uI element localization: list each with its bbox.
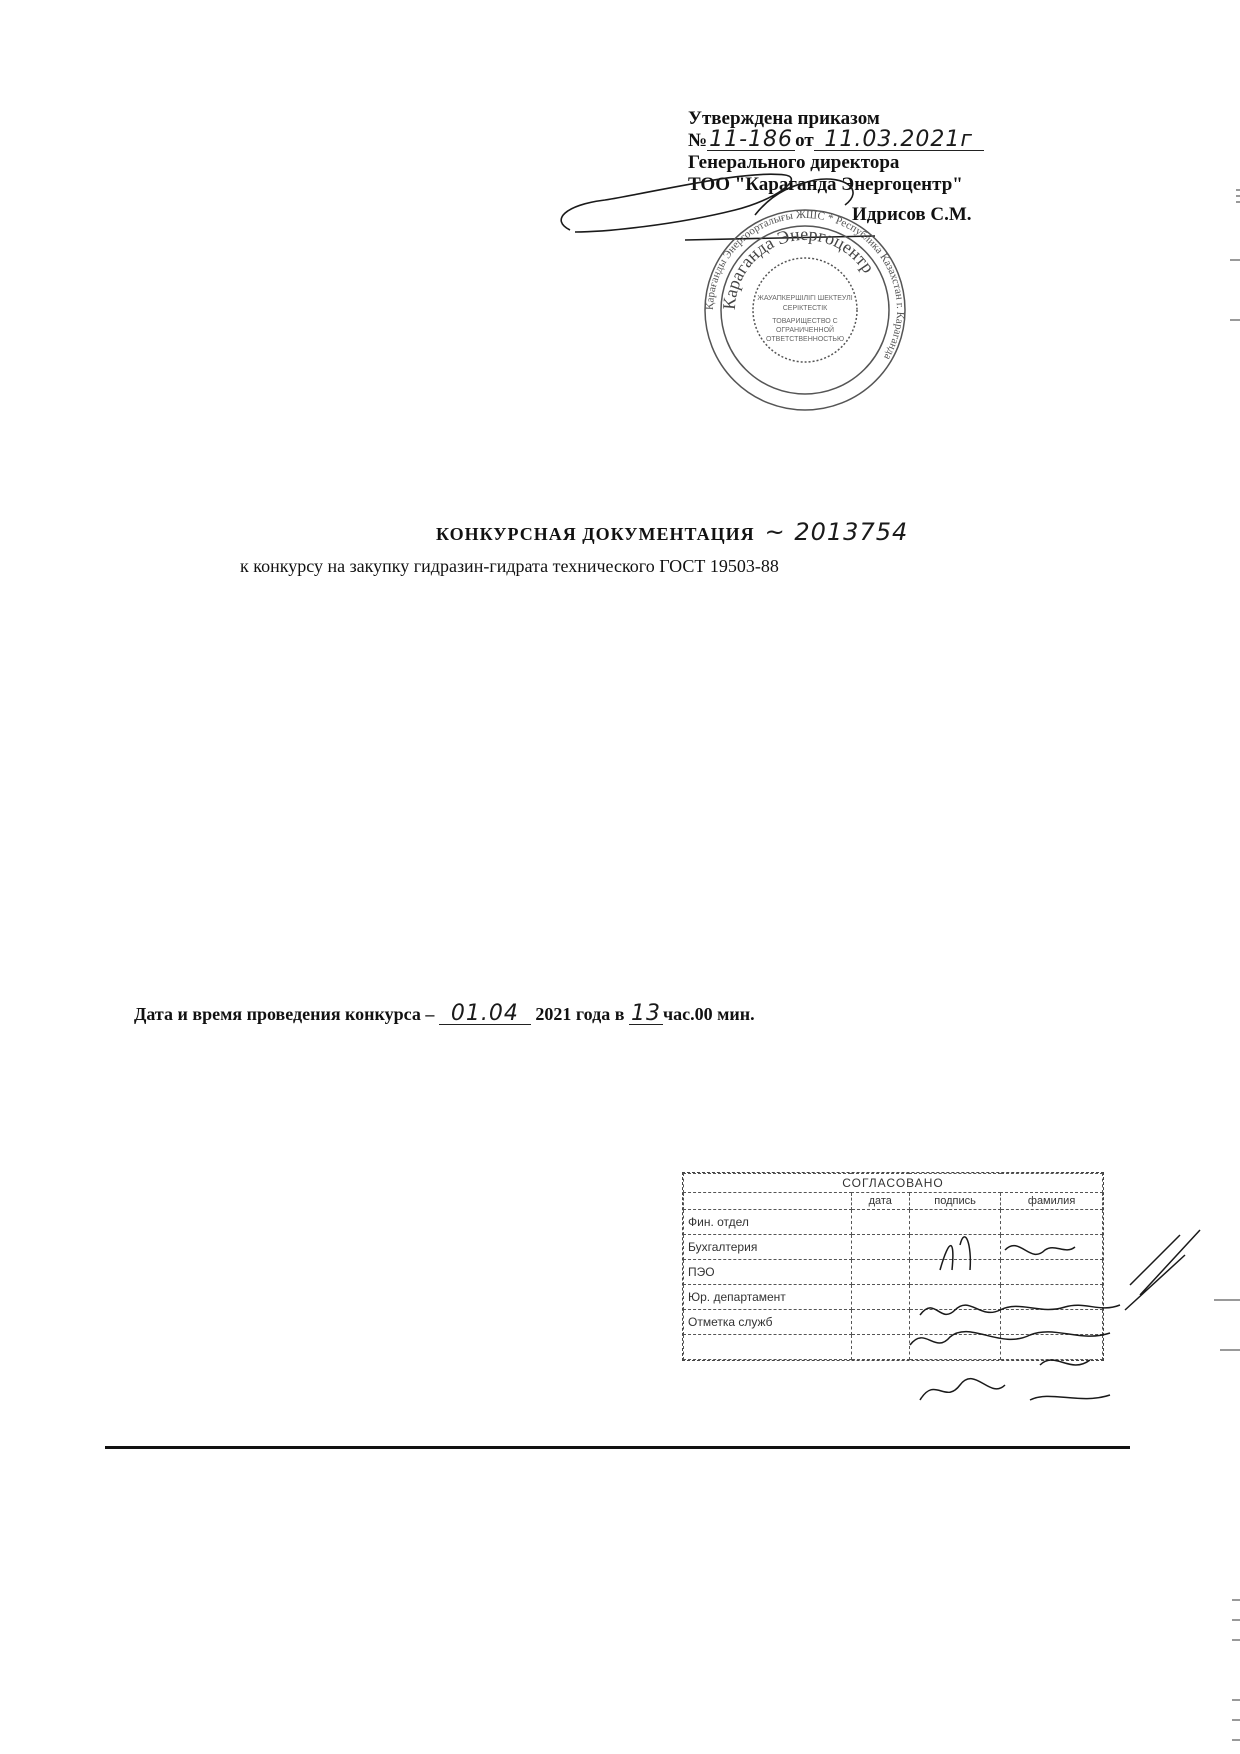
col-surname: фамилия xyxy=(1001,1193,1103,1210)
row-services: Отметка служб xyxy=(684,1310,852,1335)
contest-year: 2021 года в xyxy=(535,1004,625,1024)
contest-datetime xyxy=(134,1001,755,1026)
svg-text:Караганда Энергоцентр: Караганда Энергоцентр xyxy=(718,223,879,311)
contest-hour: 13 xyxy=(630,1001,661,1026)
company-seal xyxy=(690,205,920,415)
contest-time: час.00 мин. xyxy=(662,1004,755,1024)
order-number: 11-186 xyxy=(707,130,795,151)
scan-edge-marks xyxy=(1200,160,1240,1750)
order-date: 11.03.2021г xyxy=(814,130,984,151)
approval-title: Утверждена приказом xyxy=(688,108,880,129)
row-legal: Юр. департамент xyxy=(684,1285,852,1310)
col-date: дата xyxy=(851,1193,909,1210)
document-title: КОНКУРСНАЯ ДОКУМЕНТАЦИЯ xyxy=(436,524,755,544)
approvals-header: СОГЛАСОВАНО xyxy=(684,1174,1103,1193)
document-title-line xyxy=(436,518,908,546)
director-title: Генерального директора xyxy=(688,152,900,173)
col-signature: подпись xyxy=(909,1193,1000,1210)
svg-text:ОГРАНИЧЕННОЙ: ОГРАНИЧЕННОЙ xyxy=(775,327,835,334)
svg-text:ТОВАРИЩЕСТВО С: ТОВАРИЩЕСТВО С xyxy=(772,318,838,325)
row-finance: Фин. отдел xyxy=(684,1210,852,1235)
registration-number: ~ 2013754 xyxy=(764,518,909,546)
svg-text:ЖАУАПКЕРШІЛІГІ ШЕКТЕУЛІ: ЖАУАПКЕРШІЛІГІ ШЕКТЕУЛІ xyxy=(757,295,853,302)
row-accounting: Бухгалтерия xyxy=(684,1235,852,1260)
company-name: ТОО "Караганда Энергоцентр" xyxy=(688,174,963,195)
svg-text:Қарағанды Энергоорталығы ЖШС *: Қарағанды Энергоорталығы ЖШС * Республика Казахстан г. Караганда xyxy=(703,208,907,362)
document-subtitle: к конкурсу на закупку гидразин-гидрата технического ГОСТ 19503-88 xyxy=(240,556,779,576)
row-peo: ПЭО xyxy=(684,1260,852,1285)
svg-text:ОТВЕТСТВЕННОСТЬЮ: ОТВЕТСТВЕННОСТЬЮ xyxy=(765,336,845,343)
horizontal-rule xyxy=(105,1446,1130,1449)
approval-signatures xyxy=(880,1215,1220,1425)
svg-text:СЕРІКТЕСТІК: СЕРІКТЕСТІК xyxy=(782,305,828,312)
contest-datetime-label: Дата и время проведения конкурса – xyxy=(134,1004,435,1024)
contest-date: 01.04 xyxy=(439,1004,531,1025)
signer-name: Идрисов С.М. xyxy=(852,204,972,225)
order-number-line: №11-186 от 11.03.2021г xyxy=(688,130,1048,152)
